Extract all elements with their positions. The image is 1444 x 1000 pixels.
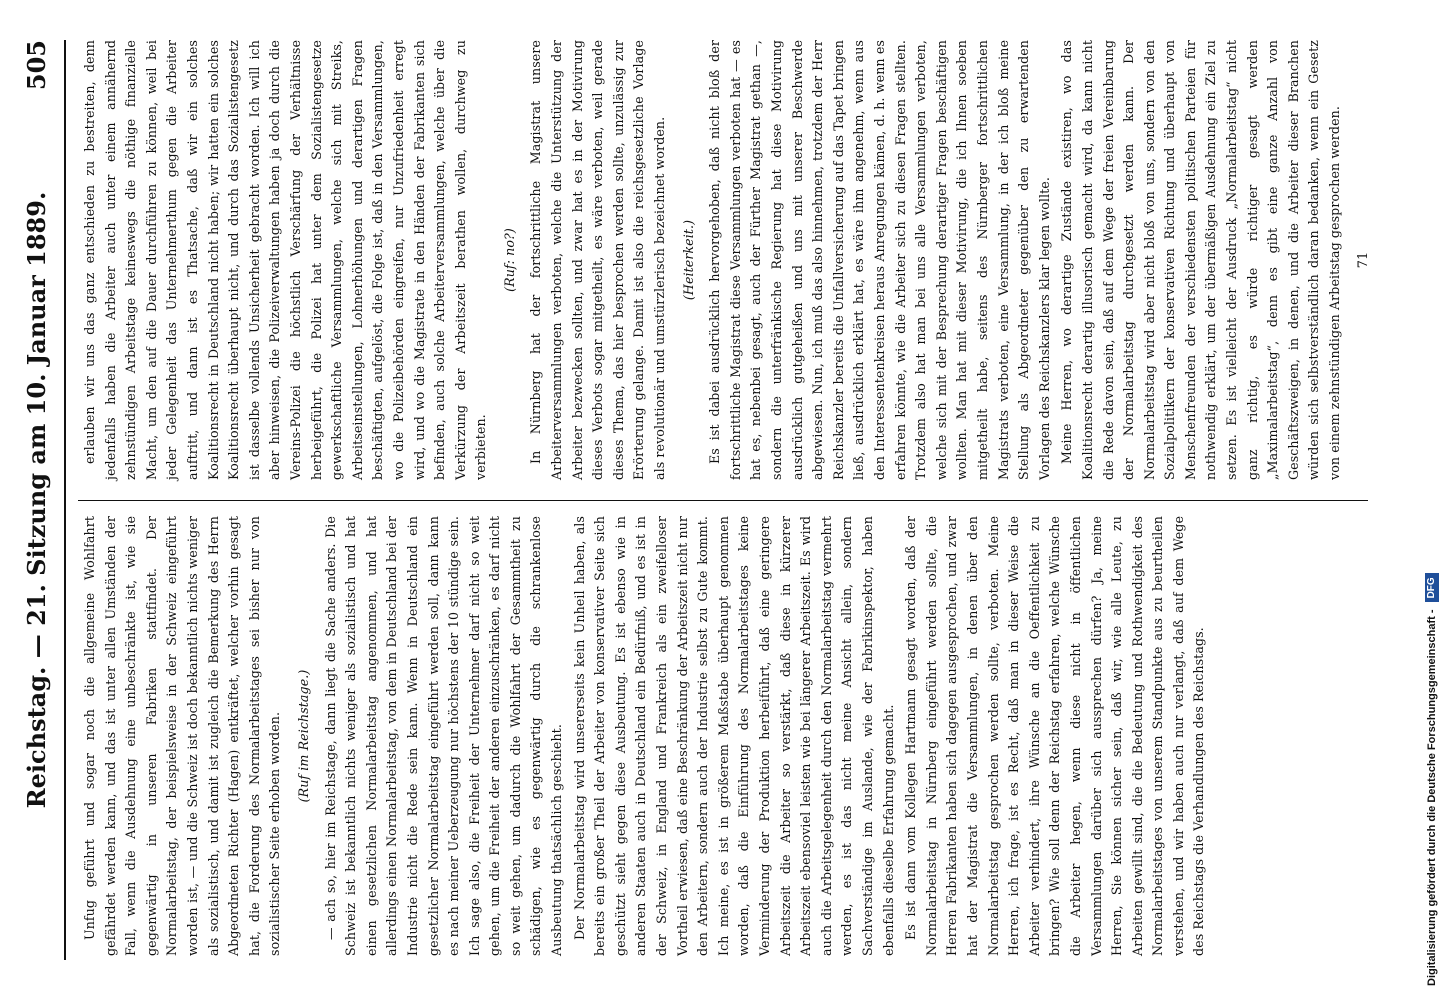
- paragraph: Es ist dann vom Kollegen Hartmann gesagt worden, daß der Normalarbeitstag in Nürnberg eingeführt werden sollte, die Herren Fabrikanten haben sich dagegen ausgesprochen, und zwar hat der Magistrat die Versammlungen, in denen über den Normalarbeitstag gesprochen werden sollte, verboten. Meine Herren, ich frage, ist es Recht, daß man in dieser Weise die Arbeiter verhindert, ihre Wünsche an die Oeffentlichkeit zu bringen? Wie soll denn der Reichstag erfahren, welche Wünsche die Arbeiter hegen, wenn diese nicht in öffentlichen Versammlungen darüber sich aussprechen dürfen? Ja, meine Herren, Sie können sicher sein, daß wir, wie alle Leute, zu Arbeiten gewillt sind, die die Bedeutung und Rothwendigkeit des Normalarbeitstages von unserem Standpunkte aus zu beurtheilen verstehen, und wir haben auch nur verlangt, daß auf dem Wege des Reichstags die Verhandlungen des Reichstags.: [903, 516, 1207, 956]
- interjection: (Ruf im Reichstage.): [295, 669, 311, 803]
- paragraph: Es ist dabei ausdrücklich hervorgehoben, daß nicht bloß der fortschrittliche Magistrat diese Versammlungen verboten hat — es hat es, nebenbei gesagt, auch der Fürther Magistrat gethan —, sondern die unterfränkische Regierung hat diese Motivirung ausdrücklich gutgeheißen und uns mit unserer Beschwerde abgewiesen. Nun, ich muß das also hinnehmen, trotzdem der Herr Reichskanzler bereits die Unfallversicherung auf das Tapet bringen ließ, ausdrücklich erklärt hat, es wäre ihm angenehm, wenn aus den Interessentenkreisen heraus Anregungen kämen, d. h. wenn es erfahren könnte, wie die Arbeiter sich zu diesen Fragen stellten. Trotzdem also hat man bei uns alle Versammlungen verboten, welche sich mit der Besprechung derartiger Fragen beschäftigen wollten. Man hat mit dieser Motivirung, die ich Ihnen soeben mitgetheilt habe, seitens des Nürnberger fortschrittlichen Magistrats verboten, eine Versammlung, in der ich bloß meine Stellung als Abgeordneter gegenüber den zu erwartenden Vorlagen des Reichskanzlers klar legen wollte.: [707, 40, 1052, 480]
- paragraph: Meine Herren, wo derartige Zustände existiren, wo das Koalitionsrecht derartig illusorisch gemacht wird, da kann nicht die Rede davon sein, daß auf dem Wege der freien Vereinbarung der Normalarbeitstag durchgesetzt werden kann. Der Normalarbeitstag wird aber nicht bloß von uns, sondern von den Sozialpolitikern der konservativen Richtung und überhaupt von Menschenfreunden der verschiedensten politischen Parteien für nothwendig erklärt, um der übermäßigen Ausdehnung ein Ziel zu setzen. Es ist vielleicht der Ausdruck „Normalarbeitstag“ nicht ganz richtig, es würde richtiger gesagt werden „Maximalarbeitstag“, denn es gibt eine ganze Anzahl von Geschäftszweigen, in denen, und die Arbeiter dieser Branchen würden sich selbstverständlich daran bedanken, wenn ein Gesetz von einem zehnstündigen Arbeitstag gesprochen werden.: [1059, 40, 1343, 480]
- paragraph: In Nürnberg hat der fortschrittliche Magistrat unsere Arbeiterversammlungen verboten, welche die Unterstützung der Arbeiter bezwecken sollten, und zwar hat es in der Motivirung dieses Verbots sogar mitgetheilt, es wäre verboten, weil gerade dieses Thema, das hier besprochen werden sollte, unzulässig zur Erörterung gelange. Damit ist also die reichsgesetzliche Vorlage als revolutionär und umstürzlerisch bezeichnet worden.: [528, 40, 668, 480]
- column-divider: [78, 500, 1368, 501]
- signature-mark: 71: [1355, 251, 1371, 269]
- attribution-line: [1420, 0, 1444, 1000]
- dfg-logo: DFG: [1425, 573, 1439, 602]
- paragraph: Unfug geführt und sogar noch die allgemeine Wohlfahrt gefährdet werden kann, und das ist unter allen Umständen der Fall, wenn die Ausdehnung eine unbeschränkte ist, wie sie gegenwärtig in unseren Fabriken stattfindet. Der Normalarbeitstag, der beispielsweise in der Schweiz eingeführt worden ist, — und die Schweiz ist doch bekanntlich nichts weniger als sozialistisch, und damit ist zugleich die Bemerkung des Herrn Abgeordneten Richter (Hagen) entkräftet, welcher vorhin gesagt hat, die Forderung des Normalarbeitstages sei bisher nur von sozialistischer Seite erhoben worden.: [82, 516, 283, 956]
- header-rule: [64, 40, 66, 960]
- running-head-title: Reichstag. — 21. Sitzung am 10. Januar 1889.: [22, 191, 51, 809]
- attribution-text: Digitalisierung gefördert durch die Deutsche Forschungsgemeinschaft -: [1426, 609, 1438, 986]
- paragraph: — ach so, hier im Reichstage, dann liegt die Sache anders. Die Schweiz ist bekanntlich nichts weniger als sozialistisch und hat einen gesetzlichen Normalarbeitstag angenommen, und hat allerdings einen Normalarbeitstag, von dem in Deutschland bei der Industrie nicht die Rede sein kann. Wenn in Deutschland ein gesetzlicher Normalarbeitstag eingeführt werden soll, dann kann es nach meiner Ueberzeugung nur höchstens der 10 stündige sein. Ich sage also, die Freiheit der Unternehmer darf nicht so weit gehen, um die Freiheit der anderen einzuschränken, es darf nicht so weit gehen, um dadurch die Wohlfahrt der Gesammtheit zu schädigen, wie es gegenwärtig durch die schrankenlose Ausbeutung thatsächlich geschieht.: [322, 516, 565, 956]
- paragraph: Der Normalarbeitstag wird unsererseits kein Unheil haben, als bereits ein großer Theil der Arbeiter von konservativer Seite sich geschützt sieht gegen diese Ausbeutung. Es ist ebenso wie in anderen Staaten auch in Deutschland ein Bedürfniß, und es ist in der Schweiz, in England und Frankreich als ein zweifelloser Vortheil erwiesen, daß eine Beschränkung der Arbeitszeit nicht nur den Arbeitern, sondern auch der Industrie selbst zu Gute kommt. Ich meine, es ist in größerem Maßstabe überhaupt genommen worden, daß die Einführung des Normalarbeitstages keine Verminderung der Produktion herbeiführt, daß eine geringere Arbeitszeit die Arbeiter so verstärkt, daß diese in kürzerer Arbeitszeit ebensoviel leisten wie bei längerer Arbeitszeit. Es wird auch die Arbeitsgelegenheit durch den Normalarbeitstag vermehrt werden, es ist das nicht meine Ansicht allein, sondern Sachverständige im Auslande, wie der Fabrikinspektor, haben ebenfalls dieselbe Erfahrung gemacht.: [571, 516, 896, 956]
- paragraph: erlauben wir uns das ganz entschieden zu bestreiten, denn jedenfalls haben die Arbeiter auch unter einem annähernd zehnstündigen Arbeitstage keineswegs die nöthige finanzielle Macht, um den auf die Dauer durchführen zu können, weil bei jeder Gelegenheit das Unternehmerthum gegen die Arbeiter auftritt, und dann ist es Thatsache, daß wir ein solches Koalitionsrecht in Deutschland nicht haben; wir hatten ein solches Koalitionsrecht überhaupt nicht, und durch das Sozialistengesetz ist dasselbe vollends Unsicherheit gebracht worden. Ich will ich aber hinweisen, die Polizeiverwaltungen haben ja doch durch die Vereins-Polizei die höchstlich Verschärfung der Verhältnisse herbeigeführt, die Polizei hat unter dem Sozialistengesetze gewerkschaftliche Versammlungen, welche sich mit Streiks, Arbeitseinstellungen, Lohnerhöhungen und derartigen Fragen beschäftigten, aufgelöst, die Folge ist, daß in den Versammlungen, wo die Polizeibehörden eingreifen, nur Unzufriedenheit erregt wird, und wo die Magistrate in den Händen der Fabrikanten sich befinden, auch solche Arbeiterversammlungen, welche über die Verkürzung der Arbeitszeit berathen wollen, durchweg zu verbieten.: [82, 40, 489, 480]
- running-head: [22, 40, 58, 960]
- page-number: 505: [22, 40, 51, 91]
- right-text-column: [80, 40, 1374, 480]
- attribution-strip: [1398, 0, 1438, 1000]
- left-text-column: [80, 516, 1212, 956]
- interjection: (Ruf: no?): [501, 228, 517, 292]
- interjection: (Heiterkeit.): [680, 219, 696, 301]
